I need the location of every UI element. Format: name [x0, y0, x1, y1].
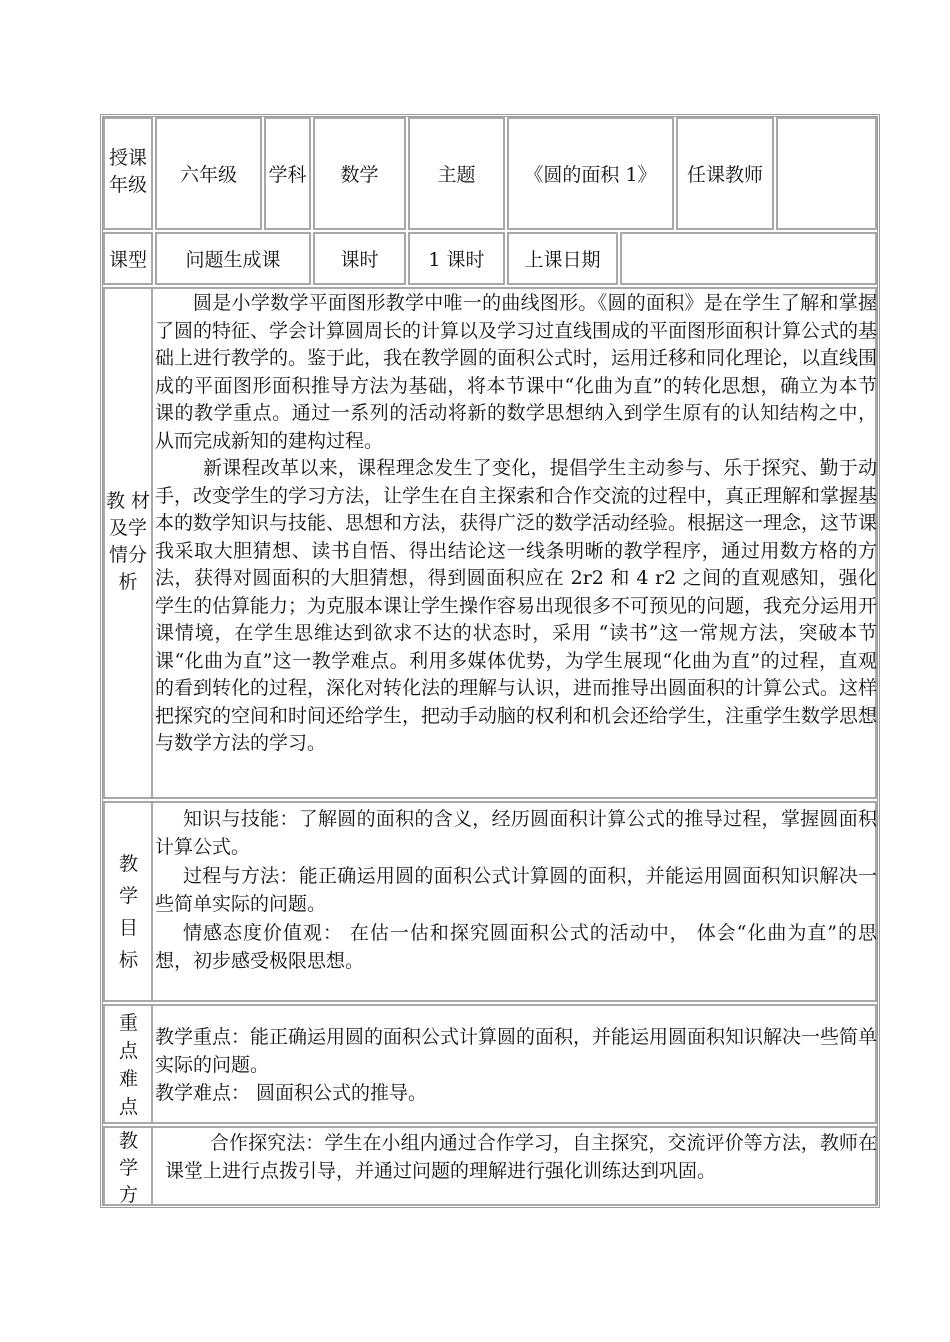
subject-cell — [313, 117, 406, 230]
objective-knowledge: 知识与技能：了解圆的面积的含义，经历圆面积计算公式的推导过程，掌握圆面积计算公式。 — [155, 808, 877, 858]
analysis-label: 教 材及学情分析 — [105, 490, 151, 593]
teacher-label-cell — [676, 117, 774, 230]
grade-label: 授课年级 — [108, 147, 147, 196]
hours-value: 1 课时 — [428, 249, 485, 271]
objectives-label: 教学目标 — [118, 853, 138, 971]
type-cell — [155, 232, 311, 285]
teacher-cell — [776, 117, 877, 230]
hours-label-cell — [313, 232, 406, 285]
method-paragraph: 合作探究法：学生在小组内通过合作学习，自主探究，交流评价等方法，教师在课堂上进行点拨引导，并通过问题的理解进行强化训练达到巩固。 — [165, 1132, 877, 1182]
hours-cell — [408, 232, 505, 285]
topic-value: 《圆的面积 1》 — [524, 164, 657, 186]
keypoints-label: 重点难点 — [118, 1012, 138, 1118]
grade-value: 六年级 — [179, 164, 237, 186]
topic-label: 主题 — [437, 164, 476, 186]
objective-emotion: 情感态度价值观： 在估一估和探究圆面积公式的活动中， 体会“化曲为直”的思想，初步感受极限思想。 — [155, 922, 877, 972]
teacher-label: 任课教师 — [686, 164, 763, 186]
date-label: 上课日期 — [524, 249, 601, 271]
type-value: 问题生成课 — [185, 249, 281, 271]
type-label: 课型 — [108, 249, 147, 271]
date-cell — [620, 232, 877, 285]
subject-value: 数学 — [340, 164, 379, 186]
date-label-cell — [507, 232, 618, 285]
topic-label-cell — [408, 117, 505, 230]
analysis-paragraph-2: 新课程改革以来，课程理念发生了变化，提倡学生主动参与、乐于探究、勤于动手，改变学生的学习方法，让学生在自主探索和合作交流的过程中，真正理解和掌握基本的数学知识与技能、思想和方法，获得广泛的数学活动经验。根据这一理念，这节课我采取大胆猜想、读书自悟、得出结论这一线条明晰的教学程序，通过用数方格的方法，获得对圆面积的大胆猜想，得到圆面积应在 2r2 和 4 r2 之间的直观感知，强化学生的估算能力；为克服本课让学生操作容易出现很多不可预见的问题，我充分运用开课情境，在学生思维达到欲求不达的状态时，采用 “读书”这一常规方法，突破本节课“化曲为直”这一教学难点。利用多媒体优势，为学生展现“化曲为直”的过程，直观的看到转化的过程，深化对转化法的理解与认识，进而推导出圆面积的计算公式。这样把探究的空间和时间还给学生，把动手动脑的权利和机会还给学生，注重学生数学思想与数学方法的学习。 — [155, 457, 878, 754]
topic-cell — [507, 117, 674, 230]
grade-cell — [155, 117, 262, 230]
subject-label-cell — [264, 117, 311, 230]
objective-process: 过程与方法：能正确运用圆的面积公式计算圆的面积，并能运用圆面积知识解决一些简单实际的问题。 — [155, 865, 877, 915]
subject-label: 学科 — [268, 164, 307, 186]
method-label: 教学方 — [118, 1130, 138, 1206]
type-label-cell — [103, 232, 153, 285]
analysis-paragraph-1: 圆是小学数学平面图形教学中唯一的曲线图形。《圆的面积》是在学生了解和掌握了圆的特征、学会计算圆周长的计算以及学习过直线围成的平面图形面积计算公式的基础上进行教学的。鉴于此，我在教学圆的面积公式时，运用迁移和同化理论，以直线围成的平面图形面积推导方法为基础，将本节课中“化曲为直”的转化思想，确立为本节课的教学重点。通过一系列的活动将新的数学思想纳入到学生原有的认知结构之中， 从而完成新知的建构过程。 — [155, 292, 878, 452]
hours-label: 课时 — [340, 249, 379, 271]
keypoint-focus: 教学重点：能正确运用圆的面积公式计算圆的面积，并能运用圆面积知识解决一些简单实际的问题。 — [155, 1026, 878, 1076]
keypoint-difficulty: 教学难点： 圆面积公式的推导。 — [155, 1082, 428, 1104]
